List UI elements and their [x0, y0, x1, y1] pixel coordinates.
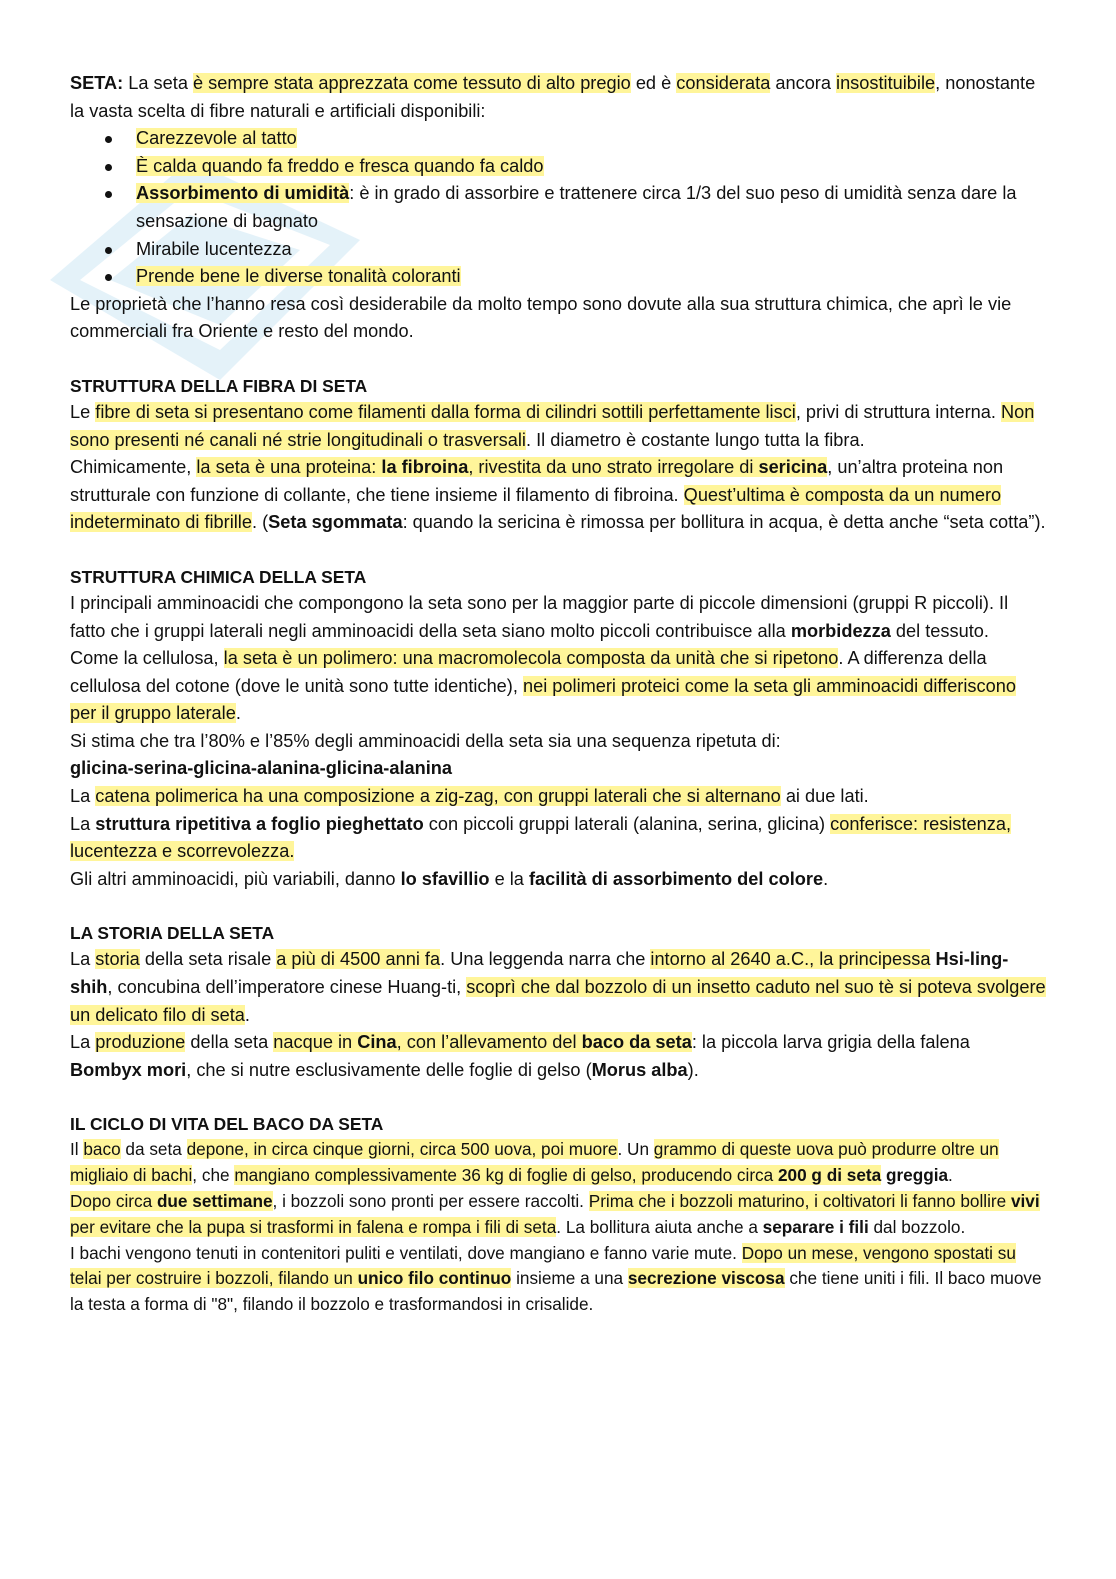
text: , concubina dell’imperatore cinese Huang-ti, — [107, 977, 467, 998]
list-item — [70, 236, 1046, 264]
text: ed è — [630, 73, 677, 93]
text: La — [70, 949, 96, 970]
intro-closing-paragraph: Le proprietà che l’hanno resa così desiderabile da molto tempo sono dovute alla sua struttura chimica, che aprì le vie commerciali fra Oriente e resto del mondo. — [70, 293, 1012, 342]
bold-text: vivi — [1010, 1191, 1040, 1211]
chimica-paragraph-6 — [70, 811, 1046, 866]
text: La seta — [123, 73, 193, 93]
text: Chimicamente, — [70, 457, 197, 478]
highlight: grammo di queste uova può produrre oltre un migliaio di bachi — [70, 1139, 999, 1186]
highlight: Quest’ultima è composta da un numero indeterminato di fibrille — [70, 484, 1002, 533]
highlight: storia — [95, 949, 140, 970]
text: ). — [687, 1059, 699, 1080]
highlight — [273, 1032, 692, 1052]
text: del tessuto. — [890, 620, 989, 641]
ciclo-paragraph-2 — [70, 1189, 1046, 1241]
section-heading-ciclo: IL CICLO DI VITA DEL BACO DA SETA — [70, 1114, 384, 1135]
bold-text: due settimane — [156, 1191, 273, 1211]
text: ai due lati. — [780, 786, 869, 807]
intro-paragraph — [70, 70, 1046, 125]
highlight — [136, 183, 349, 203]
highlight — [196, 457, 827, 477]
text: I bachi vengono tenuti in contenitori puliti e ventilati, dove mangiano e fanno varie mute. — [70, 1242, 742, 1263]
list-item — [70, 263, 1046, 291]
text: per evitare che la pupa si trasformi in falena e rompa i fili di seta — [70, 1216, 557, 1237]
text: . La bollitura aiuta anche a — [556, 1216, 763, 1237]
highlight: fibre di seta si presentano come filamenti dalla forma di cilindri sottili perfettamente lisci — [95, 401, 796, 422]
bold-text: Hsi-ling-shih — [70, 949, 1009, 998]
text: , che si nutre esclusivamente delle foglie di gelso ( — [186, 1059, 592, 1080]
list-item — [70, 125, 1046, 153]
highlight: la seta è un polimero: una macromolecola composta da unità che si ripetono — [223, 648, 839, 669]
text: insieme a una — [511, 1268, 628, 1289]
section-heading-storia: LA STORIA DELLA SETA — [70, 923, 275, 944]
text: che tiene uniti i fili. Il baco muove la testa a forma di "8", filando il bozzolo e trasformandosi in crisalide. — [70, 1268, 1042, 1315]
highlight — [628, 1268, 785, 1288]
text: nacque in — [273, 1032, 358, 1053]
bold-text: morbidezza — [790, 620, 891, 641]
text: , i bozzoli sono pronti per essere raccolti. — [272, 1191, 589, 1211]
text: da seta — [120, 1139, 187, 1160]
text: mangiano complessivamente 36 kg di foglie di gelso, producendo circa — [234, 1165, 778, 1186]
text: Il — [70, 1139, 84, 1160]
bold-text: struttura ripetitiva a foglio pieghettato — [95, 813, 424, 834]
highlight: È calda quando fa freddo e fresca quando fa caldo — [136, 155, 544, 176]
text: Dopo circa — [70, 1191, 157, 1211]
highlight: baco — [83, 1139, 121, 1160]
chimica-sequence — [70, 755, 1046, 783]
bold-text: Seta sgommata — [268, 512, 403, 533]
text: della seta risale — [139, 949, 277, 970]
bold-text: separare i fili — [762, 1216, 869, 1237]
highlight: depone, in circa cinque giorni, circa 500 uova, poi muore — [186, 1139, 618, 1160]
text: , rivestita da uno strato irregolare di — [468, 457, 759, 478]
bold-text: baco da seta — [581, 1032, 692, 1053]
text: , che — [192, 1165, 235, 1186]
highlight: intorno al 2640 a.C., la principessa — [650, 949, 931, 970]
text: . — [235, 703, 241, 724]
text: Come la cellulosa, — [70, 648, 224, 669]
text: . — [948, 1165, 953, 1186]
bold-text: sericina — [758, 457, 828, 478]
text: . — [244, 1004, 250, 1025]
highlight: a più di 4500 anni fa — [276, 949, 441, 970]
section-heading-fibra: STRUTTURA DELLA FIBRA DI SETA — [70, 375, 368, 396]
text: , un’altra proteina non strutturale con funzione di collante, che tiene insieme il filamento di fibroina. — [70, 457, 1004, 505]
fibra-paragraph-2 — [70, 454, 1046, 537]
ciclo-paragraph-1 — [70, 1137, 1046, 1189]
list-item — [70, 180, 1046, 235]
highlight: Non sono presenti né canali né strie longitudinali o trasversali — [70, 401, 1035, 450]
chimica-paragraph-7 — [70, 866, 1046, 894]
bold-text: Cina — [357, 1032, 397, 1053]
bold-text: glicina-serina-glicina-alanina-glicina-alanina — [70, 758, 453, 779]
text: . Una leggenda narra che — [440, 949, 651, 970]
text: dal bozzolo. — [868, 1216, 966, 1237]
text: , con l’allevamento del — [396, 1032, 582, 1053]
highlight: Carezzevole al tatto — [136, 128, 297, 149]
text: ancora — [770, 73, 837, 93]
bold-text: la fibroina — [381, 457, 469, 478]
text: : è in grado di assorbire e trattenere circa 1/3 del suo peso di umidità senza dare la sensazione di bagnato — [136, 183, 1017, 231]
document-content — [70, 70, 1046, 1318]
storia-paragraph-1 — [70, 946, 1046, 1029]
storia-paragraph-2 — [70, 1029, 1046, 1084]
bold-text: greggia — [885, 1165, 949, 1186]
chimica-paragraph-1 — [70, 590, 1046, 645]
bold-text: Assorbimento di umidità — [136, 183, 350, 204]
chimica-paragraph-5 — [70, 783, 1046, 811]
text: . Un — [617, 1139, 654, 1160]
text: e la — [489, 868, 529, 889]
section-heading-chimica: STRUTTURA CHIMICA DELLA SETA — [70, 566, 367, 587]
fibra-paragraph-1 — [70, 399, 1046, 454]
text: Le — [70, 401, 96, 422]
highlight: scoprì che dal bozzolo di un insetto caduto nel suo tè si poteva svolgere un delicato filo di seta — [70, 977, 1046, 1025]
text: , nonostante la vasta scelta di fibre naturali e artificiali disponibili: — [70, 73, 1036, 121]
text: Gli altri amminoacidi, più variabili, danno — [70, 868, 401, 889]
bold-text: lo sfavillio — [400, 868, 490, 889]
text: Prima che i bozzoli maturino, i coltivatori li fanno bollire — [588, 1191, 1011, 1211]
text: : quando la sericina è rimossa per bollitura in acqua, è detta anche “seta cotta”). — [402, 512, 1046, 533]
highlight — [234, 1165, 881, 1185]
bold-text: secrezione viscosa — [627, 1268, 785, 1289]
bold-text: 200 g di seta — [777, 1165, 882, 1186]
text: La — [70, 1032, 96, 1053]
text: con piccoli gruppi laterali (alanina, serina, glicina) — [423, 813, 831, 834]
highlight: catena polimerica ha una composizione a zig-zag, con gruppi laterali che si alternano — [95, 786, 781, 807]
highlight: Prende bene le diverse tonalità coloranti — [136, 266, 461, 287]
bold-text: Bombyx mori — [70, 1059, 187, 1080]
highlight: conferisce: resistenza, lucentezza e scorrevolezza. — [70, 813, 1012, 862]
text: La — [70, 813, 96, 834]
bold-text: unico filo continuo — [357, 1268, 512, 1289]
highlight — [70, 1191, 273, 1211]
text: della seta — [185, 1032, 274, 1053]
list-item — [70, 153, 1046, 181]
bold-text: facilità di assorbimento del colore — [528, 868, 824, 889]
text: . A differenza della cellulosa del cotone (dove le unità sono tutte identiche), — [70, 648, 987, 696]
properties-list — [70, 125, 1046, 291]
text: la seta è una proteina: — [196, 457, 382, 478]
text: I principali amminoacidi che compongono la seta sono per la maggior parte di piccole dimensioni (gruppi R piccoli). Il fatto che i gruppi laterali negli amminoacidi della seta siano molto piccoli contribuisce alla — [70, 592, 1009, 641]
text: . ( — [251, 512, 269, 533]
text: , privi di struttura interna. — [795, 401, 1002, 422]
bold-text: Morus alba — [591, 1059, 688, 1080]
chimica-paragraph-3: Si stima che tra l’80% e l’85% degli amminoacidi della seta sia una sequenza ripetuta di: — [70, 730, 781, 751]
highlight: nei polimeri proteici come la seta gli amminoacidi differiscono per il gruppo laterale — [70, 675, 1016, 724]
text: : la piccola larva grigia della falena — [691, 1032, 970, 1053]
chimica-paragraph-2 — [70, 645, 1046, 728]
text: . Il diametro è costante lungo tutta la fibra. — [525, 429, 865, 450]
intro-label: SETA: — [70, 73, 124, 93]
text: . — [823, 868, 829, 889]
text: La — [70, 786, 96, 807]
text: Dopo un mese, vengono spostati su telai per costruire i bozzoli, filando un — [70, 1242, 1016, 1289]
highlight: è sempre stata apprezzata come tessuto di alto pregio — [193, 73, 631, 93]
highlight: produzione — [95, 1032, 186, 1053]
highlight: considerata — [676, 73, 771, 93]
text: Mirabile lucentezza — [136, 238, 292, 259]
highlight: insostituibile — [836, 73, 936, 93]
ciclo-paragraph-3 — [70, 1241, 1046, 1318]
